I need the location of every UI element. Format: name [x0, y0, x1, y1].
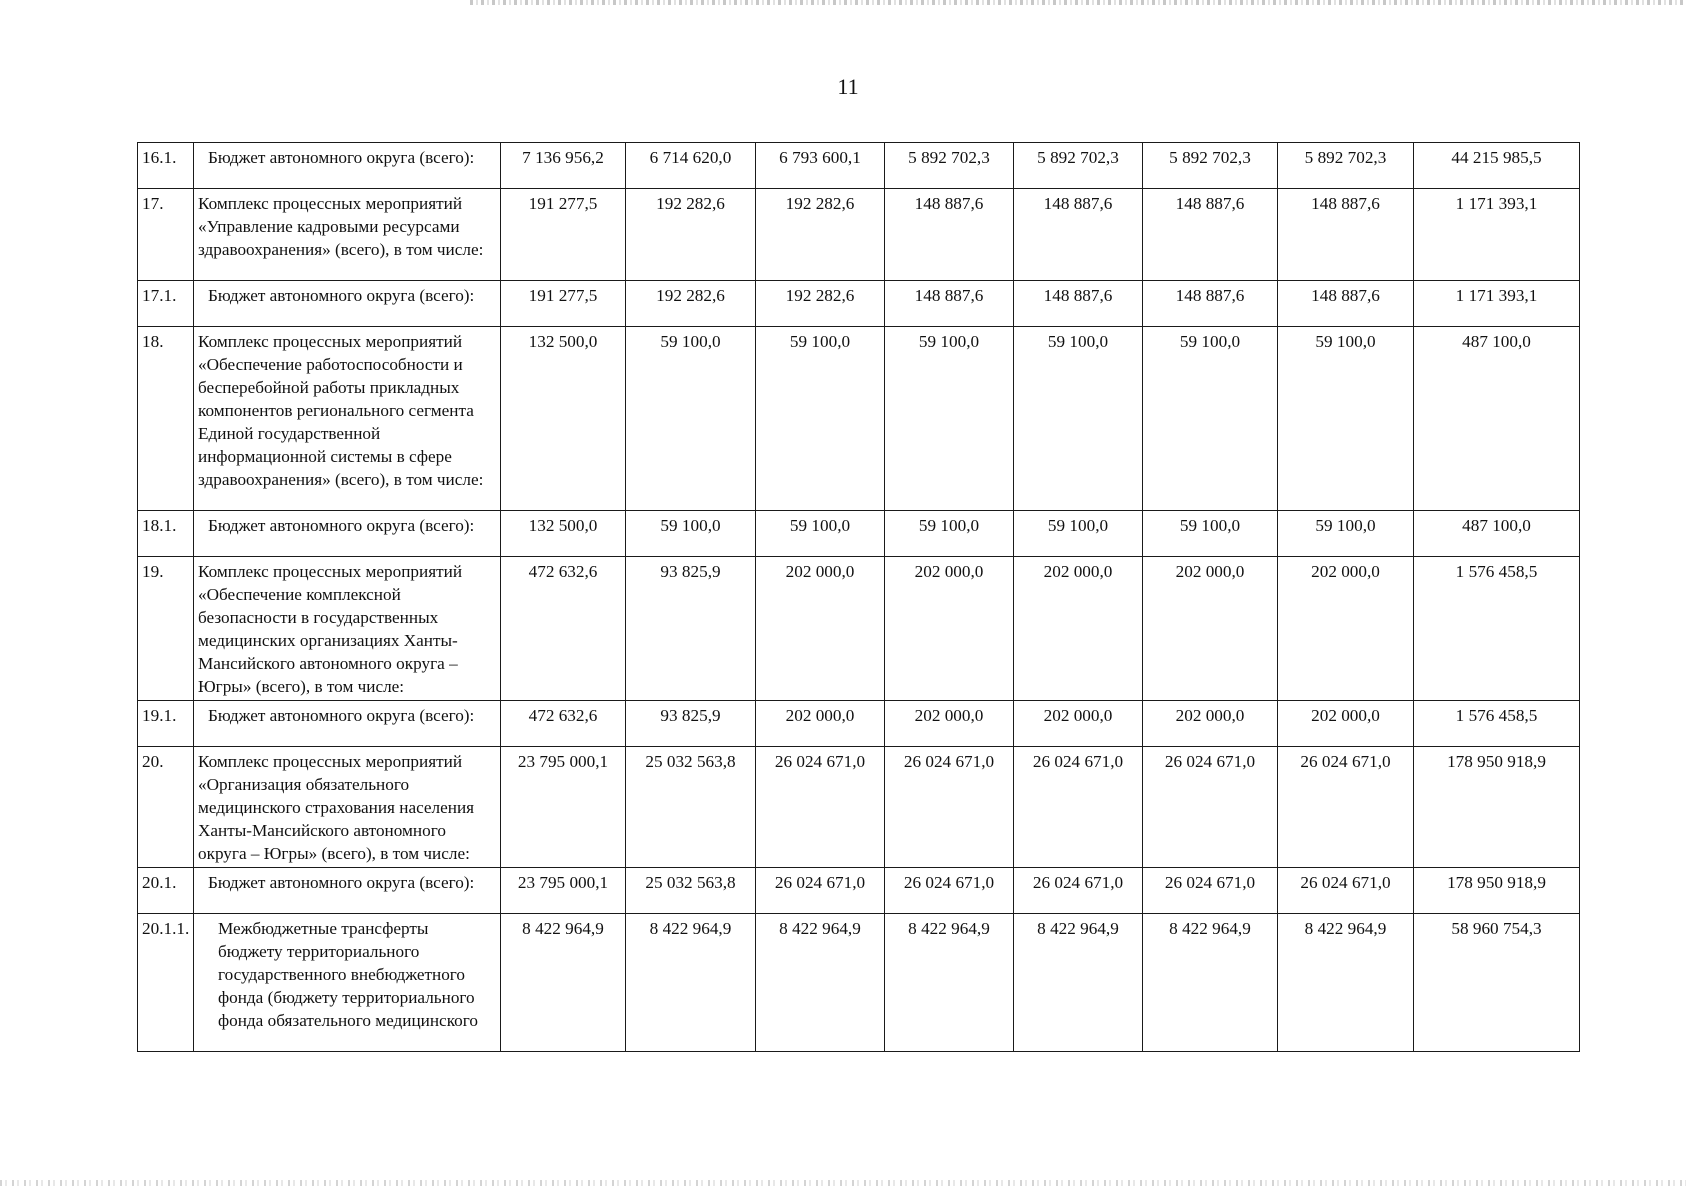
year-value-cell: 192 282,6 [756, 189, 885, 281]
year-value-cell: 26 024 671,0 [1014, 868, 1143, 914]
total-value-cell: 1 171 393,1 [1414, 189, 1580, 281]
year-value-cell: 59 100,0 [1143, 511, 1278, 557]
year-value-cell: 8 422 964,9 [1143, 914, 1278, 1052]
row-name: Бюджет автономного округа (всего): [194, 143, 501, 189]
year-value-cell: 191 277,5 [501, 281, 626, 327]
row-number: 18.1. [138, 511, 194, 557]
total-value-cell: 1 576 458,5 [1414, 701, 1580, 747]
total-value-cell: 178 950 918,9 [1414, 868, 1580, 914]
year-value-cell: 6 714 620,0 [626, 143, 756, 189]
year-value-cell: 148 887,6 [1278, 281, 1414, 327]
year-value-cell: 26 024 671,0 [885, 747, 1014, 868]
row-number: 18. [138, 327, 194, 511]
total-value-cell: 178 950 918,9 [1414, 747, 1580, 868]
year-value-cell: 202 000,0 [1143, 701, 1278, 747]
table-row [138, 747, 1580, 868]
total-value-cell: 58 960 754,3 [1414, 914, 1580, 1052]
year-value-cell: 26 024 671,0 [1278, 868, 1414, 914]
year-value-cell: 202 000,0 [1143, 557, 1278, 701]
total-value-cell: 487 100,0 [1414, 327, 1580, 511]
year-value-cell: 202 000,0 [1278, 557, 1414, 701]
year-value-cell: 148 887,6 [885, 189, 1014, 281]
year-value-cell: 8 422 964,9 [885, 914, 1014, 1052]
table-row [138, 281, 1580, 327]
table-row [138, 914, 1580, 1052]
year-value-cell: 23 795 000,1 [501, 747, 626, 868]
total-value-cell: 1 171 393,1 [1414, 281, 1580, 327]
year-value-cell: 202 000,0 [1278, 701, 1414, 747]
year-value-cell: 59 100,0 [756, 327, 885, 511]
row-number: 20.1. [138, 868, 194, 914]
row-number: 20. [138, 747, 194, 868]
year-value-cell: 5 892 702,3 [1014, 143, 1143, 189]
year-value-cell: 8 422 964,9 [501, 914, 626, 1052]
year-value-cell: 5 892 702,3 [1143, 143, 1278, 189]
year-value-cell: 192 282,6 [626, 189, 756, 281]
table-row [138, 701, 1580, 747]
row-number: 17. [138, 189, 194, 281]
year-value-cell: 202 000,0 [1014, 701, 1143, 747]
table-row [138, 189, 1580, 281]
year-value-cell: 148 887,6 [1143, 189, 1278, 281]
year-value-cell: 59 100,0 [626, 511, 756, 557]
row-name: Комплекс процессных мероприятий «Обеспечение комплексной безопасности в государственных медицинских организациях Ханты-Мансийского автономного округа – Югры» (всего), в том числе: [194, 557, 501, 701]
year-value-cell: 148 887,6 [1278, 189, 1414, 281]
year-value-cell: 472 632,6 [501, 557, 626, 701]
year-value-cell: 202 000,0 [756, 701, 885, 747]
total-value-cell: 487 100,0 [1414, 511, 1580, 557]
year-value-cell: 26 024 671,0 [1014, 747, 1143, 868]
year-value-cell: 7 136 956,2 [501, 143, 626, 189]
year-value-cell: 148 887,6 [885, 281, 1014, 327]
row-name: Бюджет автономного округа (всего): [194, 701, 501, 747]
year-value-cell: 8 422 964,9 [626, 914, 756, 1052]
year-value-cell: 59 100,0 [1014, 511, 1143, 557]
year-value-cell: 26 024 671,0 [885, 868, 1014, 914]
row-number: 19.1. [138, 701, 194, 747]
year-value-cell: 26 024 671,0 [1143, 868, 1278, 914]
year-value-cell: 8 422 964,9 [1014, 914, 1143, 1052]
year-value-cell: 59 100,0 [1143, 327, 1278, 511]
year-value-cell: 5 892 702,3 [1278, 143, 1414, 189]
year-value-cell: 26 024 671,0 [1143, 747, 1278, 868]
year-value-cell: 8 422 964,9 [1278, 914, 1414, 1052]
year-value-cell: 191 277,5 [501, 189, 626, 281]
year-value-cell: 148 887,6 [1143, 281, 1278, 327]
budget-table [137, 142, 1580, 1052]
year-value-cell: 25 032 563,8 [626, 747, 756, 868]
year-value-cell: 202 000,0 [885, 557, 1014, 701]
year-value-cell: 93 825,9 [626, 557, 756, 701]
year-value-cell: 25 032 563,8 [626, 868, 756, 914]
table-row [138, 327, 1580, 511]
row-number: 19. [138, 557, 194, 701]
row-name: Комплекс процессных мероприятий «Организация обязательного медицинского страхования населения Ханты-Мансийского автономного округа – Югры» (всего), в том числе: [194, 747, 501, 868]
row-name: Комплекс процессных мероприятий «Обеспечение работоспособности и бесперебойной работы прикладных компонентов регионального сегмента Единой государственной информационной системы в сфере здравоохранения» (всего), в том числе: [194, 327, 501, 511]
year-value-cell: 26 024 671,0 [1278, 747, 1414, 868]
year-value-cell: 148 887,6 [1014, 281, 1143, 327]
row-name: Бюджет автономного округа (всего): [194, 511, 501, 557]
year-value-cell: 59 100,0 [626, 327, 756, 511]
row-name: Бюджет автономного округа (всего): [194, 868, 501, 914]
year-value-cell: 132 500,0 [501, 511, 626, 557]
row-name: Межбюджетные трансферты бюджету территориального государственного внебюджетного фонда (бюджету территориального фонда обязательного медицинского [194, 914, 501, 1052]
year-value-cell: 192 282,6 [626, 281, 756, 327]
row-number: 16.1. [138, 143, 194, 189]
year-value-cell: 202 000,0 [1014, 557, 1143, 701]
year-value-cell: 26 024 671,0 [756, 747, 885, 868]
year-value-cell: 59 100,0 [1278, 511, 1414, 557]
table-row [138, 511, 1580, 557]
year-value-cell: 202 000,0 [885, 701, 1014, 747]
year-value-cell: 202 000,0 [756, 557, 885, 701]
year-value-cell: 148 887,6 [1014, 189, 1143, 281]
total-value-cell: 44 215 985,5 [1414, 143, 1580, 189]
page-number: 11 [837, 74, 859, 99]
year-value-cell: 6 793 600,1 [756, 143, 885, 189]
row-name: Бюджет автономного округа (всего): [194, 281, 501, 327]
scan-artifact-top [470, 0, 1686, 5]
year-value-cell: 59 100,0 [885, 511, 1014, 557]
year-value-cell: 5 892 702,3 [885, 143, 1014, 189]
total-value-cell: 1 576 458,5 [1414, 557, 1580, 701]
year-value-cell: 472 632,6 [501, 701, 626, 747]
year-value-cell: 23 795 000,1 [501, 868, 626, 914]
year-value-cell: 192 282,6 [756, 281, 885, 327]
row-number: 17.1. [138, 281, 194, 327]
year-value-cell: 132 500,0 [501, 327, 626, 511]
table-row [138, 868, 1580, 914]
row-name: Комплекс процессных мероприятий «Управление кадровыми ресурсами здравоохранения» (всего), в том числе: [194, 189, 501, 281]
year-value-cell: 59 100,0 [756, 511, 885, 557]
table-row [138, 557, 1580, 701]
scan-artifact-bottom [0, 1180, 1686, 1186]
table-row [138, 143, 1580, 189]
year-value-cell: 8 422 964,9 [756, 914, 885, 1052]
year-value-cell: 59 100,0 [1014, 327, 1143, 511]
year-value-cell: 59 100,0 [885, 327, 1014, 511]
year-value-cell: 93 825,9 [626, 701, 756, 747]
year-value-cell: 26 024 671,0 [756, 868, 885, 914]
row-number: 20.1.1. [138, 914, 194, 1052]
year-value-cell: 59 100,0 [1278, 327, 1414, 511]
